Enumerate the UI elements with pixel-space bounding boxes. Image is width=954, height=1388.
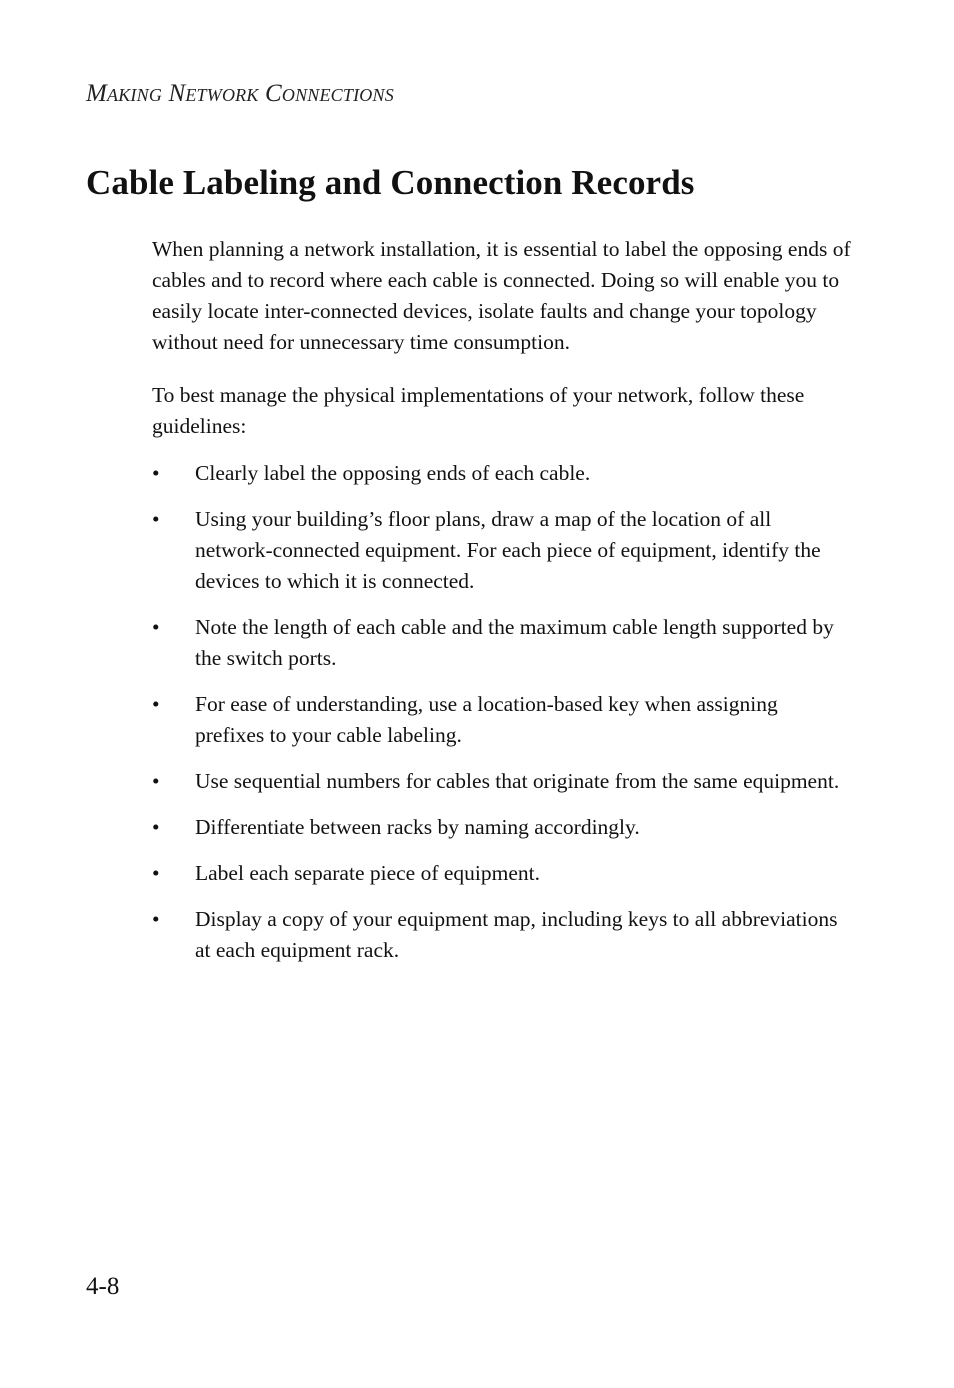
guideline-text: Use sequential numbers for cables that originate from the same equipment. bbox=[195, 769, 840, 793]
list-item bbox=[152, 858, 852, 889]
bullet-icon: • bbox=[152, 769, 160, 793]
list-item bbox=[152, 766, 852, 797]
bullet-icon: • bbox=[152, 615, 160, 639]
guideline-text: Differentiate between racks by naming accordingly. bbox=[195, 815, 640, 839]
bullet-icon: • bbox=[152, 907, 160, 931]
guideline-text: Display a copy of your equipment map, including keys to all abbreviations at each equipment rack. bbox=[195, 907, 838, 962]
bullet-icon: • bbox=[152, 692, 160, 716]
list-item bbox=[152, 612, 852, 674]
list-item bbox=[152, 904, 852, 966]
bullet-icon: • bbox=[152, 507, 160, 531]
intro-paragraph-1: When planning a network installation, it is essential to label the opposing ends of cables and to record where each cable is connected. Doing so will enable you to easily locate inter-connected devices, isolate faults and change your topology without need for unnecessary time consumption. bbox=[152, 237, 851, 354]
guideline-text: Note the length of each cable and the maximum cable length supported by the switch ports. bbox=[195, 615, 834, 670]
section-title: Cable Labeling and Connection Records bbox=[86, 163, 695, 202]
page-number: 4-8 bbox=[86, 1273, 120, 1300]
bullet-icon: • bbox=[152, 461, 160, 485]
guideline-text: Clearly label the opposing ends of each cable. bbox=[195, 461, 591, 485]
list-item bbox=[152, 504, 852, 597]
guideline-text: Label each separate piece of equipment. bbox=[195, 861, 541, 885]
bullet-icon: • bbox=[152, 815, 160, 839]
guideline-text: Using your building’s floor plans, draw a map of the location of all network-connected equipment. For each piece of equipment, identify the devices to which it is connected. bbox=[195, 507, 821, 593]
bullet-icon: • bbox=[152, 861, 160, 885]
guidelines-list bbox=[152, 458, 852, 981]
guideline-text: For ease of understanding, use a location-based key when assigning prefixes to your cable labeling. bbox=[195, 692, 778, 747]
list-item bbox=[152, 458, 852, 489]
list-item bbox=[152, 689, 852, 751]
running-header: Making Network Connections bbox=[86, 80, 394, 107]
list-item bbox=[152, 812, 852, 843]
intro-paragraph-2: To best manage the physical implementations of your network, follow these guidelines: bbox=[152, 383, 805, 438]
